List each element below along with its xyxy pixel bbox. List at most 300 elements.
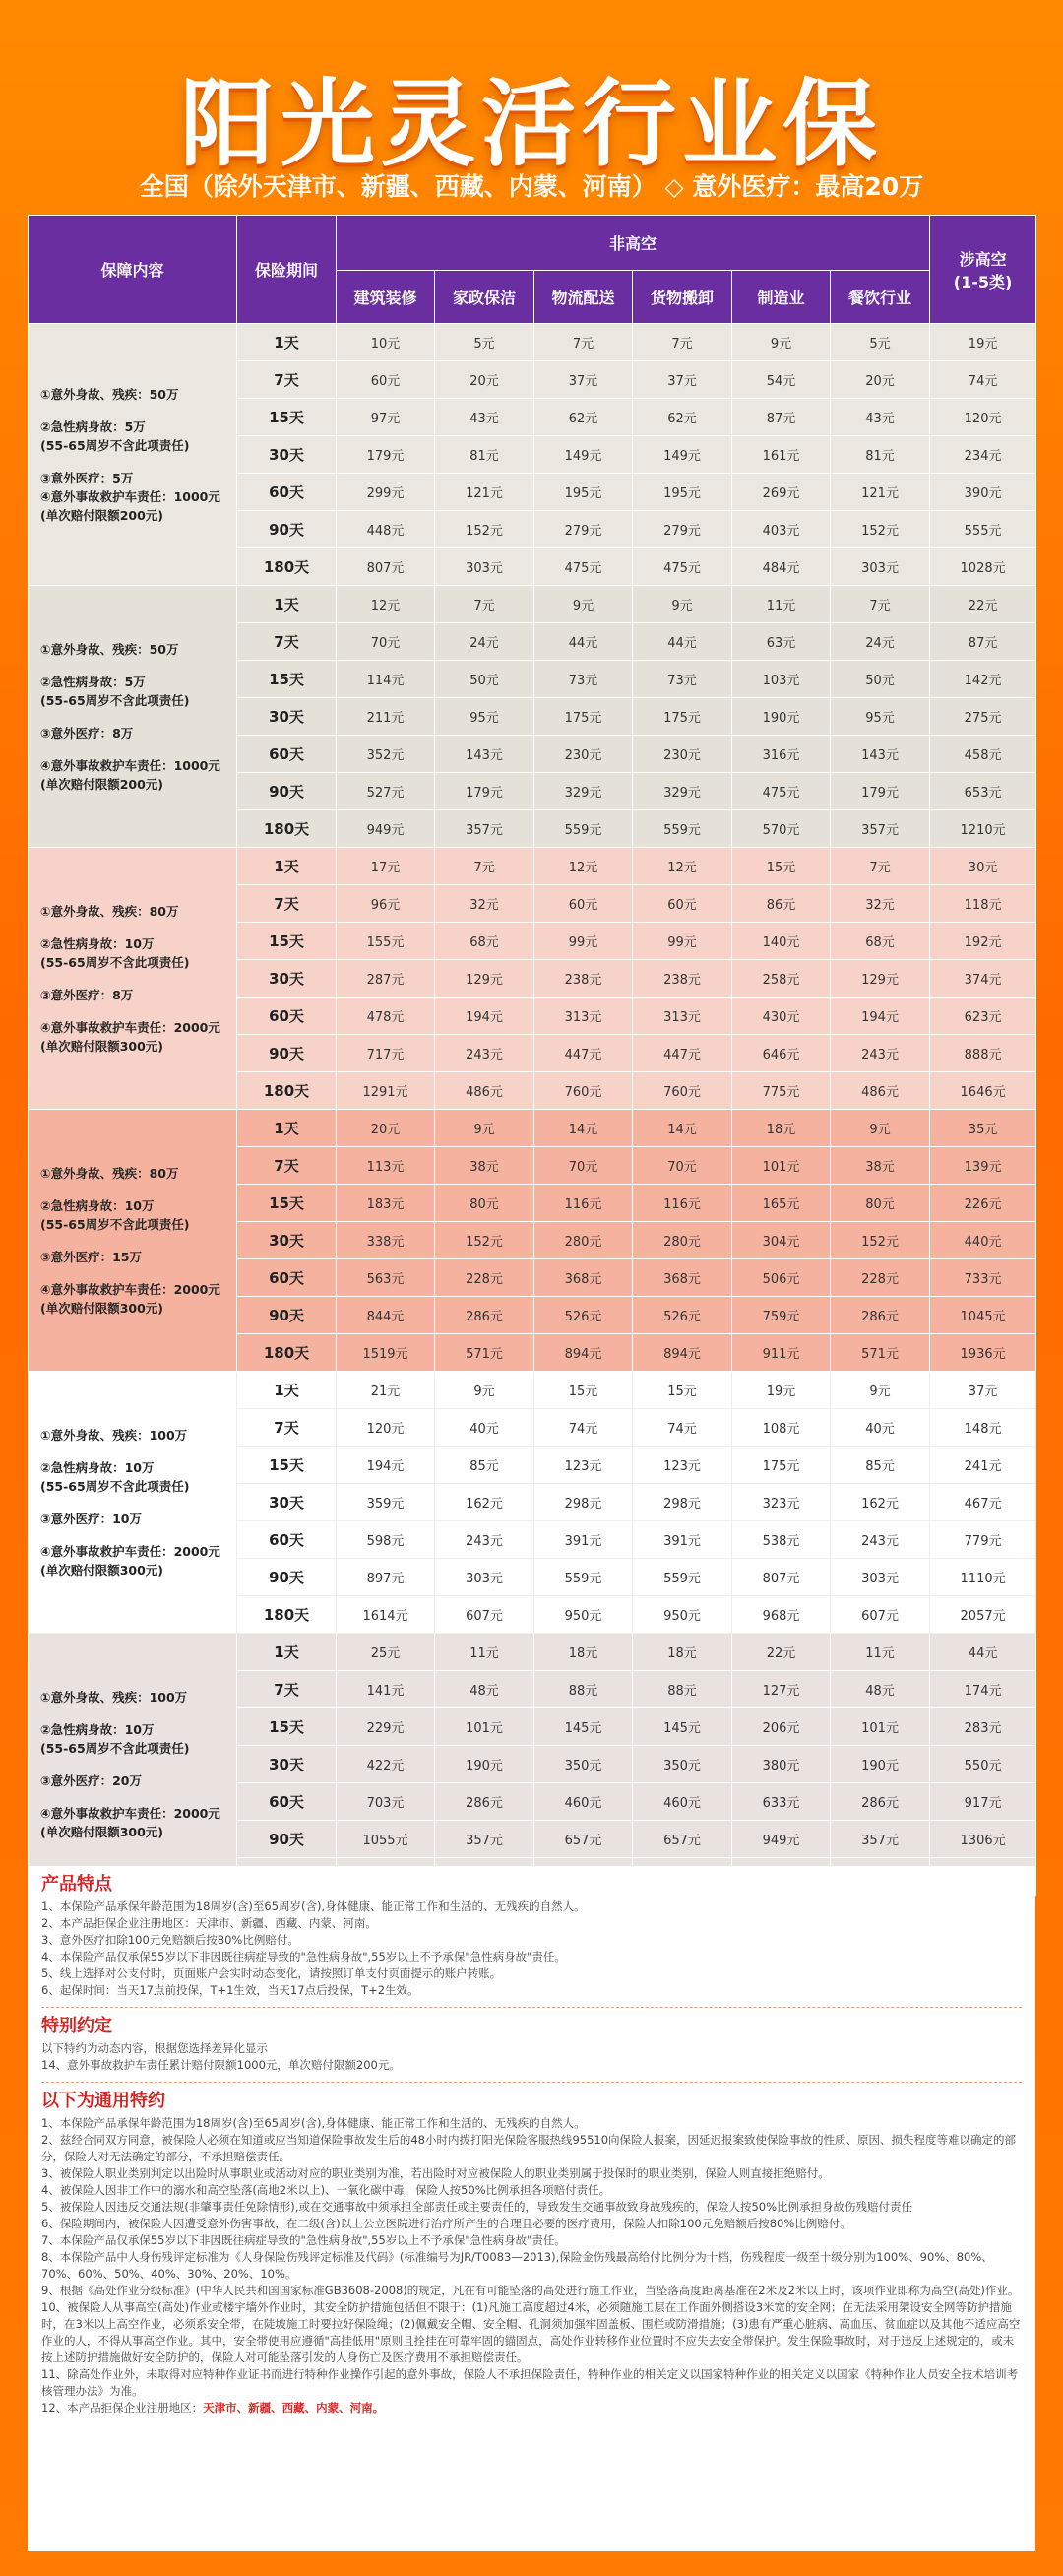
premium-cell: 152元: [435, 511, 534, 548]
premium-cell: 152元: [831, 1222, 930, 1259]
premium-cell: 287元: [337, 960, 435, 998]
period-cell: 7天: [237, 1409, 337, 1447]
coverage-item: ①意外身故、残疾：50万: [40, 386, 179, 402]
note-line: [41, 2283, 1022, 2299]
note-text: 14、意外事故救护车责任累计赔付限额1000元，单次赔付限额200元。: [41, 2058, 401, 2072]
premium-cell: 526元: [633, 1297, 732, 1334]
premium-cell: 391元: [633, 1521, 732, 1559]
premium-cell: 73元: [534, 661, 633, 698]
premium-cell: 145元: [633, 1708, 732, 1746]
premium-cell: 286元: [831, 1297, 930, 1334]
premium-cell: 99元: [633, 923, 732, 960]
period-cell: 90天: [237, 1035, 337, 1072]
premium-cell: 18元: [633, 1634, 732, 1671]
period-cell: 60天: [237, 1259, 337, 1297]
premium-cell: 190元: [732, 698, 831, 736]
premium-cell: 258元: [732, 960, 831, 998]
premium-cell: 68元: [831, 923, 930, 960]
premium-cell: 279元: [633, 511, 732, 548]
premium-cell: 114元: [337, 661, 435, 698]
special-title: 特别约定: [41, 2016, 112, 2036]
premium-cell: 179元: [435, 773, 534, 810]
premium-cell: 228元: [831, 1259, 930, 1297]
premium-cell: 917元: [930, 1783, 1036, 1821]
period-cell: 1天: [237, 848, 337, 885]
period-cell: 180天: [237, 548, 337, 586]
premium-cell: 299元: [337, 474, 435, 511]
premium-cell: 950元: [633, 1596, 732, 1634]
premium-cell: 228元: [435, 1259, 534, 1297]
coverage-item: ②急性病身故：10万 (55-65周岁不含此项责任): [40, 1459, 190, 1494]
premium-cell: 475元: [633, 548, 732, 586]
premium-cell: 458元: [930, 736, 1036, 773]
premium-cell: 60元: [337, 361, 435, 399]
premium-cell: 329元: [633, 773, 732, 810]
period-cell: 90天: [237, 1559, 337, 1596]
premium-cell: 422元: [337, 1746, 435, 1783]
premium-cell: 20元: [337, 1110, 435, 1147]
premium-cell: 303元: [831, 548, 930, 586]
premium-cell: 2057元: [930, 1596, 1036, 1634]
premium-cell: 607元: [435, 1596, 534, 1634]
premium-cell: 475元: [534, 548, 633, 586]
premium-cell: 192元: [930, 923, 1036, 960]
features-list: [41, 1899, 1022, 1999]
premium-cell: 194元: [831, 998, 930, 1035]
plan-coverage: [29, 586, 237, 848]
premium-cell: 81元: [435, 436, 534, 474]
period-cell: 30天: [237, 436, 337, 474]
premium-cell: 563元: [337, 1259, 435, 1297]
premium-cell: 165元: [732, 1185, 831, 1222]
premium-cell: 1110元: [930, 1559, 1036, 1596]
premium-cell: 60元: [633, 885, 732, 923]
premium-cell: 623元: [930, 998, 1036, 1035]
premium-cell: 238元: [633, 960, 732, 998]
premium-cell: 113元: [337, 1147, 435, 1185]
premium-cell: 38元: [831, 1147, 930, 1185]
premium-cell: 275元: [930, 698, 1036, 736]
note-text: 5、被保险人因违反交通法规(非肇事责任免除情形),或在交通事故中须承担全部责任或主要责任的，导致发生交通事故致身故残疾的，保险人按50%比例承担身故伤残赔付责任: [41, 2200, 912, 2214]
period-cell: 7天: [237, 1671, 337, 1708]
premium-cell: 80元: [831, 1185, 930, 1222]
premium-cell: 95元: [831, 698, 930, 736]
coverage-item: ③意外医疗：8万: [40, 987, 134, 1002]
premium-cell: 103元: [732, 661, 831, 698]
note-text: 4、被保险人因非工作中的溺水和高空坠落(高地2米以上)、一氧化碳中毒，保险人按50%比例承担各项赔付责任。: [41, 2183, 611, 2197]
note-line: [41, 1899, 1022, 1915]
premium-cell: 74元: [930, 361, 1036, 399]
period-cell: 1天: [237, 586, 337, 623]
special-list: [41, 2040, 1022, 2074]
premium-cell: 484元: [732, 548, 831, 586]
premium-cell: 194元: [435, 998, 534, 1035]
premium-cell: 162元: [831, 1484, 930, 1521]
premium-cell: 241元: [930, 1447, 1036, 1484]
premium-cell: 101元: [732, 1147, 831, 1185]
note-line: [41, 1949, 1022, 1965]
premium-cell: 844元: [337, 1297, 435, 1334]
premium-cell: 646元: [732, 1035, 831, 1072]
note-line: [41, 2400, 1022, 2416]
premium-cell: 37元: [633, 361, 732, 399]
premium-cell: 279元: [534, 511, 633, 548]
premium-cell: 303元: [831, 1559, 930, 1596]
premium-cell: 30元: [930, 848, 1036, 885]
note-text: 4、本保险产品仅承保55岁以下非因既往病症导致的"急性病身故",55岁以上不予承保"急性病身故"责任。: [41, 1950, 566, 1964]
premium-cell: 1291元: [337, 1072, 435, 1110]
premium-cell: 352元: [337, 736, 435, 773]
premium-cell: 70元: [633, 1147, 732, 1185]
premium-cell: 175元: [534, 698, 633, 736]
premium-cell: 229元: [337, 1708, 435, 1746]
divider: [41, 2007, 1022, 2008]
premium-cell: 1045元: [930, 1297, 1036, 1334]
premium-cell: 269元: [732, 474, 831, 511]
premium-cell: 44元: [534, 623, 633, 661]
header-period: 保险期间: [237, 216, 337, 324]
premium-cell: 598元: [337, 1521, 435, 1559]
premium-cell: 99元: [534, 923, 633, 960]
premium-cell: 63元: [732, 623, 831, 661]
plan-coverage: [29, 324, 237, 586]
premium-cell: 733元: [930, 1259, 1036, 1297]
premium-cell: 1055元: [337, 1821, 435, 1858]
premium-cell: 703元: [337, 1783, 435, 1821]
premium-cell: 62元: [633, 399, 732, 436]
premium-cell: 60元: [534, 885, 633, 923]
premium-cell: 760元: [534, 1072, 633, 1110]
premium-cell: 1646元: [930, 1072, 1036, 1110]
period-cell: 15天: [237, 1708, 337, 1746]
premium-cell: 760元: [633, 1072, 732, 1110]
premium-cell: 12元: [633, 848, 732, 885]
premium-cell: 11元: [831, 1634, 930, 1671]
premium-cell: 226元: [930, 1185, 1036, 1222]
premium-cell: 286元: [435, 1783, 534, 1821]
premium-cell: 779元: [930, 1521, 1036, 1559]
period-cell: 30天: [237, 698, 337, 736]
premium-table: [28, 215, 1036, 1896]
premium-cell: 44元: [633, 623, 732, 661]
premium-cell: 7元: [831, 848, 930, 885]
table-row: [29, 1110, 1036, 1147]
table-row: [29, 324, 1036, 361]
premium-cell: 7元: [831, 586, 930, 623]
premium-cell: 129元: [831, 960, 930, 998]
premium-cell: 323元: [732, 1484, 831, 1521]
premium-cell: 40元: [435, 1409, 534, 1447]
period-cell: 7天: [237, 623, 337, 661]
premium-cell: 9元: [435, 1110, 534, 1147]
note-line: [41, 1982, 1022, 1999]
premium-cell: 24元: [831, 623, 930, 661]
period-cell: 1天: [237, 1372, 337, 1409]
period-cell: 180天: [237, 1334, 337, 1372]
coverage-item: ②急性病身故：5万 (55-65周岁不含此项责任): [40, 674, 190, 708]
premium-cell: 1936元: [930, 1334, 1036, 1372]
premium-cell: 48元: [831, 1671, 930, 1708]
premium-cell: 95元: [435, 698, 534, 736]
period-cell: 1天: [237, 1634, 337, 1671]
premium-cell: 633元: [732, 1783, 831, 1821]
premium-cell: 14元: [633, 1110, 732, 1147]
premium-cell: 152元: [435, 1222, 534, 1259]
premium-cell: 24元: [435, 623, 534, 661]
period-cell: 180天: [237, 1596, 337, 1634]
premium-cell: 357元: [435, 810, 534, 848]
premium-cell: 460元: [534, 1783, 633, 1821]
premium-cell: 140元: [732, 923, 831, 960]
premium-cell: 12元: [534, 848, 633, 885]
premium-cell: 286元: [831, 1783, 930, 1821]
period-cell: 30天: [237, 960, 337, 998]
coverage-item: ③意外医疗：5万 ④意外事故救护车责任：1000元 (单次赔付限额200元): [40, 470, 220, 523]
premium-cell: 359元: [337, 1484, 435, 1521]
premium-cell: 139元: [930, 1147, 1036, 1185]
premium-cell: 179元: [831, 773, 930, 810]
note-text: 6、起保时间：当天17点前投保，T+1生效，当天17点后投保，T+2生效。: [41, 1983, 419, 1997]
premium-cell: 894元: [534, 1334, 633, 1372]
premium-cell: 123元: [534, 1447, 633, 1484]
premium-cell: 174元: [930, 1671, 1036, 1708]
header-occupation: 建筑装修: [337, 271, 435, 324]
premium-cell: 11元: [732, 586, 831, 623]
premium-cell: 161元: [732, 436, 831, 474]
premium-cell: 888元: [930, 1035, 1036, 1072]
premium-cell: 897元: [337, 1559, 435, 1596]
premium-cell: 190元: [435, 1746, 534, 1783]
plan-coverage: [29, 1634, 237, 1896]
divider: [41, 2082, 1022, 2083]
premium-cell: 243元: [435, 1521, 534, 1559]
premium-cell: 657元: [534, 1821, 633, 1858]
premium-cell: 43元: [435, 399, 534, 436]
table-row: [29, 1372, 1036, 1409]
premium-cell: 448元: [337, 511, 435, 548]
note-text: 7、本保险产品仅承保55岁以下非因既往病症导致的"急性病身故",55岁以上不予承保"急性病身故"责任。: [41, 2233, 566, 2247]
premium-cell: 7元: [633, 324, 732, 361]
premium-cell: 1614元: [337, 1596, 435, 1634]
header-non-high: 非高空: [337, 216, 930, 271]
coverage-item: ①意外身故、残疾：80万: [40, 1165, 179, 1181]
period-cell: 7天: [237, 1147, 337, 1185]
premium-cell: 717元: [337, 1035, 435, 1072]
premium-cell: 85元: [831, 1447, 930, 1484]
note-line: [41, 2165, 1022, 2182]
period-cell: 90天: [237, 773, 337, 810]
premium-cell: 116元: [534, 1185, 633, 1222]
premium-cell: 9元: [831, 1372, 930, 1409]
premium-cell: 374元: [930, 960, 1036, 998]
notes-panel: [28, 1866, 1035, 2551]
features-title: 产品特点: [41, 1874, 112, 1895]
premium-cell: 148元: [930, 1409, 1036, 1447]
premium-cell: 86元: [732, 885, 831, 923]
premium-cell: 32元: [831, 885, 930, 923]
period-cell: 15天: [237, 399, 337, 436]
premium-cell: 7元: [534, 324, 633, 361]
premium-cell: 9元: [534, 586, 633, 623]
premium-cell: 298元: [534, 1484, 633, 1521]
premium-cell: 9元: [732, 324, 831, 361]
premium-cell: 527元: [337, 773, 435, 810]
premium-cell: 85元: [435, 1447, 534, 1484]
note-text: 9、根据《高处作业分级标准》(中华人民共和国国家标准GB3608-2008)的规定，凡在有可能坠落的高处进行施工作业，当坠落高度距离基准在2米及2米以上时，该项作业即称为高空(高处)作业。: [41, 2284, 1020, 2297]
period-cell: 30天: [237, 1222, 337, 1259]
premium-cell: 10元: [337, 324, 435, 361]
period-cell: 180天: [237, 1072, 337, 1110]
premium-cell: 9元: [435, 1372, 534, 1409]
note-text: 12、本产品拒保企业注册地区：: [41, 2401, 204, 2415]
coverage-item: ②急性病身故：5万 (55-65周岁不含此项责任): [40, 419, 190, 453]
premium-cell: 101元: [831, 1708, 930, 1746]
premium-cell: 37元: [930, 1372, 1036, 1409]
premium-cell: 243元: [831, 1035, 930, 1072]
premium-cell: 96元: [337, 885, 435, 923]
note-text: 2、兹经合同双方同意，被保险人必须在知道或应当知道保险事故发生后的48小时内拨打阳光保险客服热线95510向保险人报案，因延迟报案致使保险事故的性质、原因、损失程度等难以确定的部分，保险人对无法确定的部分，不承担赔偿责任。: [41, 2133, 1017, 2163]
coverage-item: ①意外身故、残疾：100万: [40, 1689, 188, 1705]
premium-cell: 357元: [435, 1821, 534, 1858]
premium-cell: 447元: [534, 1035, 633, 1072]
period-cell: 60天: [237, 474, 337, 511]
premium-cell: 280元: [633, 1222, 732, 1259]
coverage-item: ④意外事故救护车责任：1000元 (单次赔付限额200元): [40, 757, 220, 792]
premium-cell: 238元: [534, 960, 633, 998]
premium-cell: 54元: [732, 361, 831, 399]
premium-cell: 478元: [337, 998, 435, 1035]
table-row: [29, 586, 1036, 623]
note-text: 11、除高处作业外，未取得对应特种作业证书而进行特种作业操作引起的意外事故，保险人不承担保险责任，特种作业的相关定义以国家特种作业的相关定义以国家《特种作业人员安全技术培训考核管理办法》为准。: [41, 2367, 1019, 2398]
header-occupation: 货物搬卸: [633, 271, 732, 324]
premium-cell: 950元: [534, 1596, 633, 1634]
premium-cell: 357元: [831, 810, 930, 848]
premium-cell: 195元: [633, 474, 732, 511]
premium-cell: 179元: [337, 436, 435, 474]
premium-cell: 1028元: [930, 548, 1036, 586]
premium-cell: 211元: [337, 698, 435, 736]
premium-cell: 48元: [435, 1671, 534, 1708]
premium-cell: 22元: [732, 1634, 831, 1671]
premium-cell: 37元: [534, 361, 633, 399]
premium-cell: 206元: [732, 1708, 831, 1746]
premium-cell: 121元: [435, 474, 534, 511]
premium-cell: 538元: [732, 1521, 831, 1559]
premium-cell: 15元: [633, 1372, 732, 1409]
note-text: 1、本保险产品承保年龄范围为18周岁(含)至65周岁(含),身体健康、能正常工作和生活的、无残疾的自然人。: [41, 1900, 586, 1913]
note-line: [41, 2182, 1022, 2199]
premium-cell: 570元: [732, 810, 831, 848]
premium-cell: 280元: [534, 1222, 633, 1259]
premium-cell: 195元: [534, 474, 633, 511]
premium-cell: 22元: [930, 586, 1036, 623]
note-text: 5、线上选择对公支付时，页面账户会实时动态变化，请按照订单支付页面提示的账户转账。: [41, 1966, 502, 1980]
premium-cell: 155元: [337, 923, 435, 960]
premium-cell: 460元: [633, 1783, 732, 1821]
note-line: [41, 2249, 1022, 2283]
premium-cell: 447元: [633, 1035, 732, 1072]
premium-cell: 653元: [930, 773, 1036, 810]
page-title: 阳光灵活行业保: [180, 69, 883, 179]
premium-cell: 357元: [831, 1821, 930, 1858]
premium-cell: 18元: [534, 1634, 633, 1671]
table-row: [29, 848, 1036, 885]
premium-cell: 7元: [435, 586, 534, 623]
note-text: 3、被保险人职业类别判定以出险时从事职业或活动对应的职业类别为准，若出险时对应被保险人的职业类别属于投保时的职业类别，保险人则直接拒绝赔付。: [41, 2166, 830, 2180]
premium-cell: 230元: [534, 736, 633, 773]
period-cell: 30天: [237, 1484, 337, 1521]
note-text: 8、本保险产品中人身伤残评定标准为《人身保险伤残评定标准及代码》(标准编号为JR/T0083—2013),保险金伤残最高给付比例分为十档，伤残程度一级至十级分别为100%、90%、80%、70%、60%、50%、40%、30%、20%、10%。: [41, 2250, 993, 2281]
premium-cell: 486元: [831, 1072, 930, 1110]
premium-cell: 243元: [831, 1521, 930, 1559]
note-line: [41, 2115, 1022, 2132]
premium-cell: 430元: [732, 998, 831, 1035]
premium-cell: 141元: [337, 1671, 435, 1708]
period-cell: 15天: [237, 1185, 337, 1222]
premium-cell: 807元: [337, 548, 435, 586]
premium-cell: 35元: [930, 1110, 1036, 1147]
note-line: [41, 1915, 1022, 1932]
premium-cell: 50元: [435, 661, 534, 698]
premium-cell: 143元: [435, 736, 534, 773]
table-row: [29, 1634, 1036, 1671]
note-text: 2、本产品拒保企业注册地区：天津市、新疆、西藏、内蒙、河南。: [41, 1916, 377, 1930]
premium-cell: 97元: [337, 399, 435, 436]
premium-cell: 230元: [633, 736, 732, 773]
header-occupation: 家政保洁: [435, 271, 534, 324]
premium-cell: 1210元: [930, 810, 1036, 848]
premium-cell: 38元: [435, 1147, 534, 1185]
period-cell: 90天: [237, 511, 337, 548]
premium-cell: 70元: [534, 1147, 633, 1185]
note-line: [41, 2132, 1022, 2165]
premium-cell: 81元: [831, 436, 930, 474]
premium-cell: 303元: [435, 548, 534, 586]
period-cell: 30天: [237, 1746, 337, 1783]
premium-cell: 19元: [732, 1372, 831, 1409]
premium-cell: 467元: [930, 1484, 1036, 1521]
premium-cell: 391元: [534, 1521, 633, 1559]
premium-cell: 142元: [930, 661, 1036, 698]
premium-cell: 20元: [831, 361, 930, 399]
premium-cell: 70元: [337, 623, 435, 661]
premium-cell: 149元: [534, 436, 633, 474]
premium-cell: 50元: [831, 661, 930, 698]
premium-cell: 475元: [732, 773, 831, 810]
coverage-item: ③意外医疗：20万: [40, 1772, 142, 1788]
premium-cell: 15元: [732, 848, 831, 885]
premium-cell: 350元: [633, 1746, 732, 1783]
premium-cell: 25元: [337, 1634, 435, 1671]
premium-cell: 62元: [534, 399, 633, 436]
premium-cell: 559元: [534, 810, 633, 848]
premium-cell: 194元: [337, 1447, 435, 1484]
period-cell: 7天: [237, 361, 337, 399]
premium-cell: 329元: [534, 773, 633, 810]
general-title: 以下为通用特约: [41, 2091, 165, 2111]
premium-cell: 559元: [534, 1559, 633, 1596]
premium-cell: 120元: [337, 1409, 435, 1447]
period-cell: 15天: [237, 1447, 337, 1484]
premium-cell: 14元: [534, 1110, 633, 1147]
general-list: [41, 2115, 1022, 2416]
premium-cell: 145元: [534, 1708, 633, 1746]
excluded-regions: 天津市、新疆、西藏、内蒙、河南。: [203, 2401, 385, 2415]
coverage-item: ④意外事故救护车责任：2000元 (单次赔付限额300元): [40, 1281, 220, 1316]
premium-cell: 350元: [534, 1746, 633, 1783]
coverage-item: ①意外身故、残疾：50万: [40, 641, 179, 657]
premium-cell: 88元: [633, 1671, 732, 1708]
